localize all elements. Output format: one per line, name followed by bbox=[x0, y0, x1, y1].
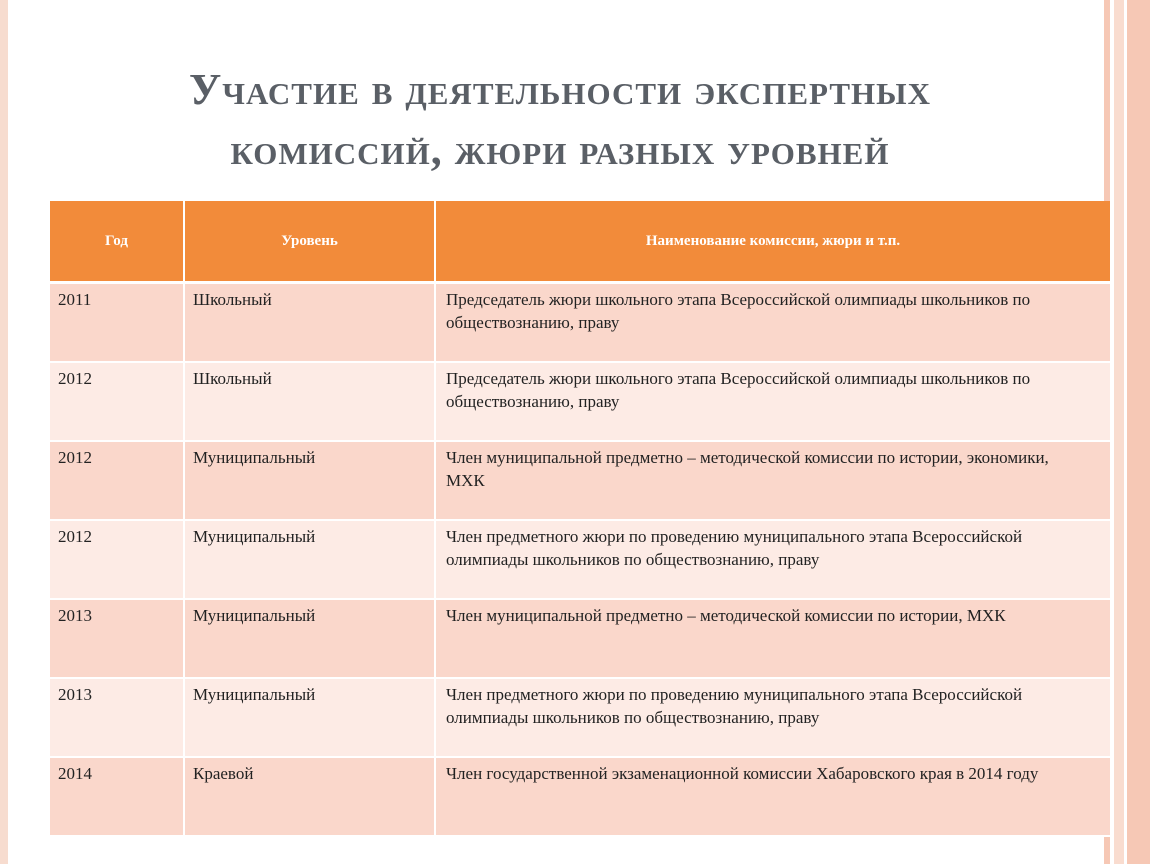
cell-level: Муниципальный bbox=[184, 599, 435, 678]
cell-commission-name: Член муниципальной предметно – методической комиссии по истории, экономики, МХК bbox=[435, 441, 1110, 520]
right-stripe-decoration bbox=[1127, 0, 1150, 864]
cell-year: 2012 bbox=[50, 362, 184, 441]
commissions-table bbox=[50, 201, 1110, 837]
cell-level: Муниципальный bbox=[184, 678, 435, 757]
cell-year: 2014 bbox=[50, 757, 184, 836]
table-row bbox=[50, 757, 1110, 836]
left-edge-decoration bbox=[0, 0, 8, 864]
cell-commission-name: Член предметного жюри по проведению муниципального этапа Всероссийской олимпиады школьников по обществознанию, праву bbox=[435, 520, 1110, 599]
cell-year: 2013 bbox=[50, 599, 184, 678]
cell-year: 2012 bbox=[50, 520, 184, 599]
header-commission-name: Наименование комиссии, жюри и т.п. bbox=[435, 201, 1110, 283]
cell-commission-name: Председатель жюри школьного этапа Всероссийской олимпиады школьников по обществознанию, праву bbox=[435, 283, 1110, 362]
table-header-row bbox=[50, 201, 1110, 283]
cell-level: Муниципальный bbox=[184, 520, 435, 599]
cell-year: 2013 bbox=[50, 678, 184, 757]
cell-level: Школьный bbox=[184, 362, 435, 441]
cell-year: 2011 bbox=[50, 283, 184, 362]
cell-commission-name: Член муниципальной предметно – методической комиссии по истории, МХК bbox=[435, 599, 1110, 678]
header-level: Уровень bbox=[184, 201, 435, 283]
slide-title bbox=[60, 60, 1060, 180]
title-line-1: Участие в деятельности экспертных bbox=[189, 65, 931, 114]
header-year: Год bbox=[50, 201, 184, 283]
table-row bbox=[50, 520, 1110, 599]
cell-commission-name: Член предметного жюри по проведению муниципального этапа Всероссийской олимпиады школьников по обществознанию, праву bbox=[435, 678, 1110, 757]
right-stripe-decoration bbox=[1114, 0, 1124, 864]
cell-level: Краевой bbox=[184, 757, 435, 836]
cell-commission-name: Председатель жюри школьного этапа Всероссийской олимпиады школьников по обществознанию, праву bbox=[435, 362, 1110, 441]
table-row bbox=[50, 441, 1110, 520]
cell-year: 2012 bbox=[50, 441, 184, 520]
cell-level: Школьный bbox=[184, 283, 435, 362]
table-row bbox=[50, 283, 1110, 362]
table-row bbox=[50, 678, 1110, 757]
cell-level: Муниципальный bbox=[184, 441, 435, 520]
cell-commission-name: Член государственной экзаменационной комиссии Хабаровского края в 2014 году bbox=[435, 757, 1110, 836]
table-row bbox=[50, 362, 1110, 441]
title-line-2: комиссий, жюри разных уровней bbox=[230, 125, 890, 174]
table-row bbox=[50, 599, 1110, 678]
